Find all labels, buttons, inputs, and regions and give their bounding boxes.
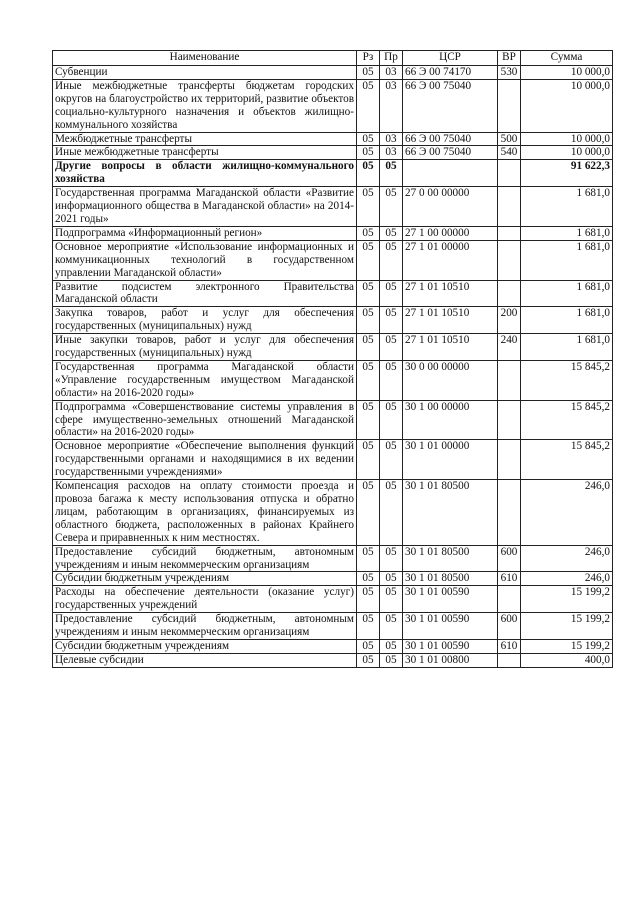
cell-sum: 15 199,2 <box>521 586 613 613</box>
header-sum: Сумма <box>521 51 613 66</box>
table-row <box>53 360 613 400</box>
cell-sum: 15 845,2 <box>521 360 613 400</box>
cell-csr: 30 1 01 00800 <box>403 653 498 667</box>
cell-pr: 05 <box>380 440 403 480</box>
cell-vr: 530 <box>498 66 521 80</box>
header-vr: ВР <box>498 51 521 66</box>
cell-name: Субсидии бюджетным учреждениям <box>53 572 357 586</box>
header-rz: Рз <box>357 51 380 66</box>
cell-pr: 05 <box>380 226 403 240</box>
header-pr: Пр <box>380 51 403 66</box>
cell-rz: 05 <box>357 66 380 80</box>
cell-name: Другие вопросы в области жилищно-коммунального хозяйства <box>53 160 357 187</box>
cell-csr: 27 1 01 00000 <box>403 240 498 280</box>
cell-csr: 30 1 01 80500 <box>403 572 498 586</box>
header-csr: ЦСР <box>403 51 498 66</box>
table-row <box>53 226 613 240</box>
table-row <box>53 280 613 307</box>
table-row <box>53 66 613 80</box>
table-row <box>53 586 613 613</box>
cell-vr: 500 <box>498 132 521 146</box>
cell-rz: 05 <box>357 187 380 227</box>
table-header-row <box>53 51 613 66</box>
cell-rz: 05 <box>357 334 380 361</box>
table-row <box>53 653 613 667</box>
cell-name: Подпрограмма «Информационный регион» <box>53 226 357 240</box>
cell-rz: 05 <box>357 226 380 240</box>
cell-rz: 05 <box>357 79 380 132</box>
cell-pr: 05 <box>380 307 403 334</box>
cell-rz: 05 <box>357 400 380 440</box>
cell-pr: 05 <box>380 187 403 227</box>
cell-name: Субвенции <box>53 66 357 80</box>
budget-document-page <box>52 50 612 668</box>
cell-csr: 27 0 00 00000 <box>403 187 498 227</box>
cell-pr: 05 <box>380 639 403 653</box>
cell-vr: 240 <box>498 334 521 361</box>
cell-rz: 05 <box>357 280 380 307</box>
cell-rz: 05 <box>357 545 380 572</box>
cell-vr <box>498 160 521 187</box>
cell-name: Государственная программа Магаданской области «Управление государственным имуществом Магаданской области» на 2016-2020 годы» <box>53 360 357 400</box>
cell-pr: 05 <box>380 653 403 667</box>
cell-csr: 66 Э 00 74170 <box>403 66 498 80</box>
cell-vr <box>498 440 521 480</box>
cell-rz: 05 <box>357 160 380 187</box>
cell-sum: 10 000,0 <box>521 146 613 160</box>
table-row <box>53 146 613 160</box>
cell-sum: 1 681,0 <box>521 187 613 227</box>
cell-pr: 05 <box>380 334 403 361</box>
cell-vr <box>498 79 521 132</box>
cell-rz: 05 <box>357 132 380 146</box>
header-name: Наименование <box>53 51 357 66</box>
cell-sum: 15 845,2 <box>521 400 613 440</box>
cell-rz: 05 <box>357 146 380 160</box>
table-row <box>53 400 613 440</box>
cell-pr: 05 <box>380 360 403 400</box>
cell-csr: 30 1 01 00000 <box>403 440 498 480</box>
cell-name: Иные закупки товаров, работ и услуг для обеспечения государственных (муниципальных) нужд <box>53 334 357 361</box>
cell-sum: 246,0 <box>521 572 613 586</box>
cell-csr: 30 1 01 80500 <box>403 480 498 546</box>
cell-csr: 30 1 00 00000 <box>403 400 498 440</box>
cell-name: Целевые субсидии <box>53 653 357 667</box>
cell-csr: 66 Э 00 75040 <box>403 146 498 160</box>
cell-pr: 05 <box>380 400 403 440</box>
cell-csr: 30 0 00 00000 <box>403 360 498 400</box>
cell-rz: 05 <box>357 639 380 653</box>
table-row <box>53 307 613 334</box>
cell-csr: 66 Э 00 75040 <box>403 79 498 132</box>
table-row <box>53 240 613 280</box>
cell-name: Иные межбюджетные трансферты бюджетам городских округов на благоустройство их территорий, развитие объектов социально-культурного назначения и объектов жилищно-коммунального хозяйства <box>53 79 357 132</box>
cell-pr: 05 <box>380 545 403 572</box>
cell-rz: 05 <box>357 360 380 400</box>
cell-csr: 27 1 00 00000 <box>403 226 498 240</box>
table-row <box>53 639 613 653</box>
cell-vr <box>498 240 521 280</box>
cell-sum: 15 845,2 <box>521 440 613 480</box>
cell-csr: 27 1 01 10510 <box>403 334 498 361</box>
cell-vr <box>498 360 521 400</box>
budget-table <box>52 50 613 668</box>
cell-sum: 246,0 <box>521 545 613 572</box>
cell-sum: 1 681,0 <box>521 226 613 240</box>
cell-sum: 400,0 <box>521 653 613 667</box>
cell-vr: 600 <box>498 613 521 640</box>
cell-name: Компенсация расходов на оплату стоимости проезда и провоза багажа к месту использования отпуска и обратно лицам, работающим в организациях, финансируемых из областного бюджета, расположенных в районах Крайнего Севера и приравненных к ним местностях. <box>53 480 357 546</box>
cell-sum: 1 681,0 <box>521 240 613 280</box>
cell-name: Предоставление субсидий бюджетным, автономным учреждениям и иным некоммерческим организациям <box>53 545 357 572</box>
cell-name: Расходы на обеспечение деятельности (оказание услуг) государственных учреждений <box>53 586 357 613</box>
table-body <box>53 66 613 668</box>
table-row <box>53 545 613 572</box>
cell-vr <box>498 586 521 613</box>
cell-name: Иные межбюджетные трансферты <box>53 146 357 160</box>
cell-rz: 05 <box>357 307 380 334</box>
cell-vr: 610 <box>498 572 521 586</box>
cell-sum: 246,0 <box>521 480 613 546</box>
cell-sum: 10 000,0 <box>521 66 613 80</box>
cell-csr: 27 1 01 10510 <box>403 307 498 334</box>
cell-vr <box>498 653 521 667</box>
cell-vr <box>498 400 521 440</box>
cell-name: Субсидии бюджетным учреждениям <box>53 639 357 653</box>
cell-rz: 05 <box>357 653 380 667</box>
cell-csr: 30 1 01 00590 <box>403 586 498 613</box>
cell-vr: 600 <box>498 545 521 572</box>
cell-csr: 30 1 01 00590 <box>403 613 498 640</box>
cell-pr: 05 <box>380 480 403 546</box>
cell-csr: 27 1 01 10510 <box>403 280 498 307</box>
cell-name: Основное мероприятие «Использование информационных и коммуникационных технологий в государственном управлении Магаданской области» <box>53 240 357 280</box>
cell-sum: 15 199,2 <box>521 613 613 640</box>
cell-csr: 30 1 01 80500 <box>403 545 498 572</box>
table-row <box>53 187 613 227</box>
table-row <box>53 572 613 586</box>
cell-pr: 05 <box>380 613 403 640</box>
cell-name: Межбюджетные трансферты <box>53 132 357 146</box>
cell-vr: 610 <box>498 639 521 653</box>
cell-sum: 91 622,3 <box>521 160 613 187</box>
cell-rz: 05 <box>357 240 380 280</box>
table-row <box>53 480 613 546</box>
cell-name: Предоставление субсидий бюджетным, автономным учреждениям и иным некоммерческим организациям <box>53 613 357 640</box>
cell-vr <box>498 480 521 546</box>
cell-sum: 10 000,0 <box>521 132 613 146</box>
cell-rz: 05 <box>357 613 380 640</box>
cell-rz: 05 <box>357 480 380 546</box>
cell-sum: 10 000,0 <box>521 79 613 132</box>
cell-pr: 05 <box>380 240 403 280</box>
cell-vr <box>498 226 521 240</box>
cell-vr <box>498 187 521 227</box>
cell-csr: 30 1 01 00590 <box>403 639 498 653</box>
table-row <box>53 79 613 132</box>
table-row <box>53 132 613 146</box>
cell-vr <box>498 280 521 307</box>
table-row <box>53 440 613 480</box>
cell-sum: 1 681,0 <box>521 334 613 361</box>
cell-vr: 540 <box>498 146 521 160</box>
cell-pr: 05 <box>380 160 403 187</box>
cell-vr: 200 <box>498 307 521 334</box>
cell-sum: 1 681,0 <box>521 307 613 334</box>
cell-csr <box>403 160 498 187</box>
cell-sum: 1 681,0 <box>521 280 613 307</box>
cell-pr: 03 <box>380 79 403 132</box>
cell-rz: 05 <box>357 586 380 613</box>
cell-pr: 05 <box>380 280 403 307</box>
cell-pr: 05 <box>380 572 403 586</box>
cell-name: Подпрограмма «Совершенствование системы управления в сфере имущественно-земельных отношений Магаданской области» на 2016-2020 годы» <box>53 400 357 440</box>
cell-name: Основное мероприятие «Обеспечение выполнения функций государственными органами и находящимися в их ведении государственными учреждениями» <box>53 440 357 480</box>
cell-pr: 03 <box>380 66 403 80</box>
cell-name: Развитие подсистем электронного Правительства Магаданской области <box>53 280 357 307</box>
table-row <box>53 160 613 187</box>
cell-pr: 05 <box>380 586 403 613</box>
table-row <box>53 613 613 640</box>
table-row <box>53 334 613 361</box>
cell-name: Закупка товаров, работ и услуг для обеспечения государственных (муниципальных) нужд <box>53 307 357 334</box>
cell-sum: 15 199,2 <box>521 639 613 653</box>
cell-pr: 03 <box>380 132 403 146</box>
cell-pr: 03 <box>380 146 403 160</box>
cell-rz: 05 <box>357 572 380 586</box>
cell-name: Государственная программа Магаданской области «Развитие информационного общества в Магаданской области» на 2014-2021 годы» <box>53 187 357 227</box>
cell-csr: 66 Э 00 75040 <box>403 132 498 146</box>
cell-rz: 05 <box>357 440 380 480</box>
